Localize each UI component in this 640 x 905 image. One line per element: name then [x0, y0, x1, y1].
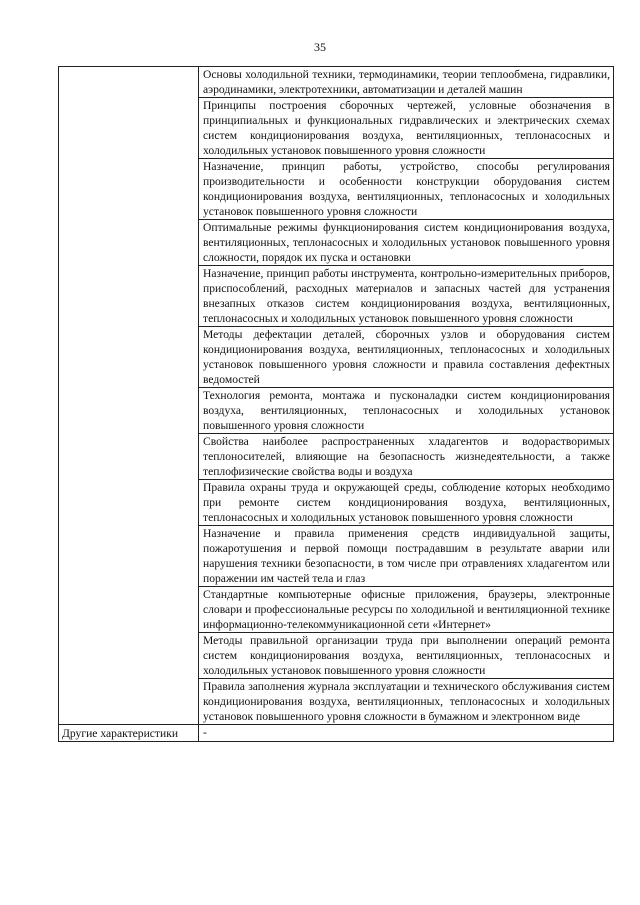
knowledge-item: Методы правильной организации труда при выполнении операций ремонта систем кондиционирования воздуха, вентиляционных, теплонасосных и холодильных установок повышенного уровня сложности: [199, 633, 614, 679]
knowledge-item: Правила охраны труда и окружающей среды, соблюдение которых необходимо при ремонте систем кондиционирования воздуха, вентиляционных, теплонасосных и холодильных установок повышенного уровня сложности: [199, 480, 614, 526]
label-cell-empty: [59, 220, 199, 266]
label-cell-empty: [59, 526, 199, 587]
label-cell-empty: [59, 67, 199, 98]
label-cell-empty: [59, 480, 199, 526]
label-cell-empty: [59, 159, 199, 220]
label-cell-empty: [59, 388, 199, 434]
knowledge-item: Методы дефектации деталей, сборочных узлов и оборудования систем кондиционирования воздуха, вентиляционных, теплонасосных и холодильных установок повышенного уровня сложности и правила составления дефектных ведомостей: [199, 327, 614, 388]
label-cell-empty: [59, 98, 199, 159]
label-cell-empty: [59, 679, 199, 725]
table-row: [59, 388, 614, 434]
knowledge-item: Оптимальные режимы функционирования систем кондиционирования воздуха, вентиляционных, теплонасосных и холодильных установок повышенного уровня сложности, порядок их пуска и остановки: [199, 220, 614, 266]
label-cell-empty: [59, 434, 199, 480]
page-number: 35: [314, 40, 326, 54]
knowledge-item: Свойства наиболее распространенных хладагентов и водорастворимых теплоносителей, влияющие на безопасность жизнедеятельности, а также теплофизические свойства воды и воздуха: [199, 434, 614, 480]
label-cell-empty: [59, 587, 199, 633]
table-row: [59, 633, 614, 679]
table-row: [59, 220, 614, 266]
table-row: [59, 159, 614, 220]
table-row: [59, 587, 614, 633]
knowledge-item: Технология ремонта, монтажа и пусконаладки систем кондиционирования воздуха, вентиляционных, теплонасосных и холодильных установок повышенного уровня сложности: [199, 388, 614, 434]
table-row: [59, 434, 614, 480]
table-row: [59, 327, 614, 388]
other-characteristics-label: Другие характеристики: [59, 725, 199, 742]
knowledge-item: Назначение, принцип работы инструмента, контрольно-измерительных приборов, приспособлений, расходных материалов и запасных частей для устранения внезапных отказов систем кондиционирования воздуха, вентиляционных, теплонасосных и холодильных установок повышенного уровня сложности: [199, 266, 614, 327]
label-cell-empty: [59, 327, 199, 388]
table-row: [59, 526, 614, 587]
label-cell-empty: [59, 266, 199, 327]
other-characteristics-value: -: [199, 725, 614, 742]
knowledge-item: Назначение и правила применения средств индивидуальной защиты, пожаротушения и первой помощи пострадавшим в результате аварии или нарушения техники безопасности, в том числе при отравлениях хладагентом или поражении им частей тела и глаз: [199, 526, 614, 587]
table-row: [59, 480, 614, 526]
knowledge-item: Принципы построения сборочных чертежей, условные обозначения в принципиальных и функциональных гидравлических и электрических схемах систем кондиционирования воздуха, вентиляционных, теплонасосных и холодильных установок повышенного уровня сложности: [199, 98, 614, 159]
table-row: [59, 679, 614, 725]
requirements-table: [58, 66, 614, 742]
table-row: [59, 266, 614, 327]
table-row: [59, 67, 614, 98]
knowledge-item: Стандартные компьютерные офисные приложения, браузеры, электронные словари и профессиональные ресурсы по холодильной и вентиляционной технике информационно-телекоммуникационной сети «Интернет»: [199, 587, 614, 633]
knowledge-item: Правила заполнения журнала эксплуатации и технического обслуживания систем кондиционирования воздуха, вентиляционных, теплонасосных и холодильных установок повышенного уровня сложности в бумажном и электронном виде: [199, 679, 614, 725]
other-characteristics-row: [59, 725, 614, 742]
knowledge-item: Назначение, принцип работы, устройство, способы регулирования производительности и особенности конструкции оборудования систем кондиционирования воздуха, вентиляционных, теплонасосных и холодильных установок повышенного уровня сложности: [199, 159, 614, 220]
label-cell-empty: [59, 633, 199, 679]
table-row: [59, 98, 614, 159]
knowledge-item: Основы холодильной техники, термодинамики, теории теплообмена, гидравлики, аэродинамики, электротехники, автоматизации и деталей машин: [199, 67, 614, 98]
